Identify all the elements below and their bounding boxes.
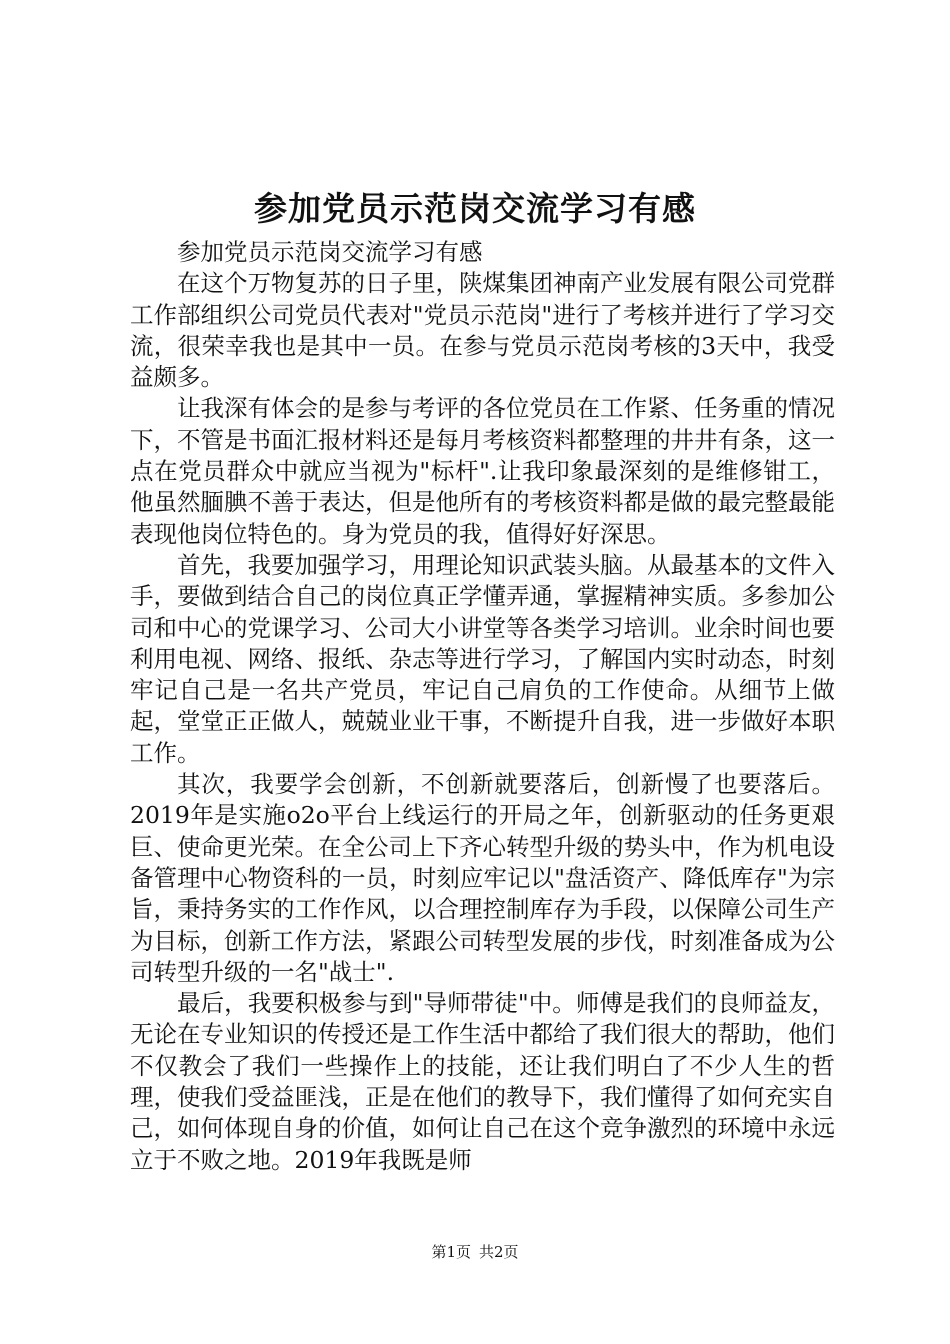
third-point-paragraph: 最后，我要积极参与到"导师带徒"中。师傅是我们的良师益友，无论在专业知识的传授还是工作生活中都给了我们很大的帮助，他们不仅教会了我们一些操作上的技能，还让我们明白了不少人生的哲理，使我们受益匪浅，正是在他们的教导下，我们懂得了如何充实自己，如何体现自身的价值，如何让自己在这个竞争激烈的环境中永远立于不败之地。2019年我既是师 xyxy=(130,989,835,1174)
document-title: 参加党员示范岗交流学习有感 xyxy=(254,189,696,228)
reflection-paragraph: 让我深有体会的是参与考评的各位党员在工作紧、任务重的情况下，不管是书面汇报材料还是每月考核资料都整理的井井有条，这一点在党员群众中就应当视为"标杆".让我印象最深刻的是维修钳工，他虽然腼腆不善于表达，但是他所有的考核资料都是做的最完整最能表现他岗位特色的。身为党员的我，值得好好深思。 xyxy=(130,394,835,548)
first-point-paragraph: 首先，我要加强学习，用理论知识武装头脑。从最基本的文件入手，要做到结合自己的岗位真正学懂弄通，掌握精神实质。多参加公司和中心的党课学习、公司大小讲堂等各类学习培训。业余时间也要利用电视、网络、报纸、杂志等进行学习，了解国内实时动态，时刻牢记自己是一名共产党员，牢记自己肩负的工作使命。从细节上做起，堂堂正正做人，兢兢业业干事，不断提升自我，进一步做好本职工作。 xyxy=(130,550,835,767)
document-body xyxy=(130,237,835,1176)
subtitle-paragraph: 参加党员示范岗交流学习有感 xyxy=(177,238,483,266)
intro-paragraph: 在这个万物复苏的日子里，陕煤集团神南产业发展有限公司党群工作部组织公司党员代表对"党员示范岗"进行了考核并进行了学习交流，很荣幸我也是其中一员。在参与党员示范岗考核的3天中，我受益颇多。 xyxy=(130,269,835,392)
second-point-paragraph: 其次，我要学会创新，不创新就要落后，创新慢了也要落后。2019年是实施o2o平台上线运行的开局之年，创新驱动的任务更艰巨、使命更光荣。在全公司上下齐心转型升级的势头中，作为机电设备管理中心物资科的一员，时刻应牢记以"盘活资产、降低库存"为宗旨，秉持务实的工作作风，以合理控制库存为手段，以保障公司生产为目标，创新工作方法，紧跟公司转型发展的步伐，时刻准备成为公司转型升级的一名"战士". xyxy=(130,770,835,986)
page-number: 第1页 xyxy=(431,1243,471,1261)
page-footer xyxy=(0,1242,950,1262)
page-total: 共2页 xyxy=(479,1243,519,1261)
